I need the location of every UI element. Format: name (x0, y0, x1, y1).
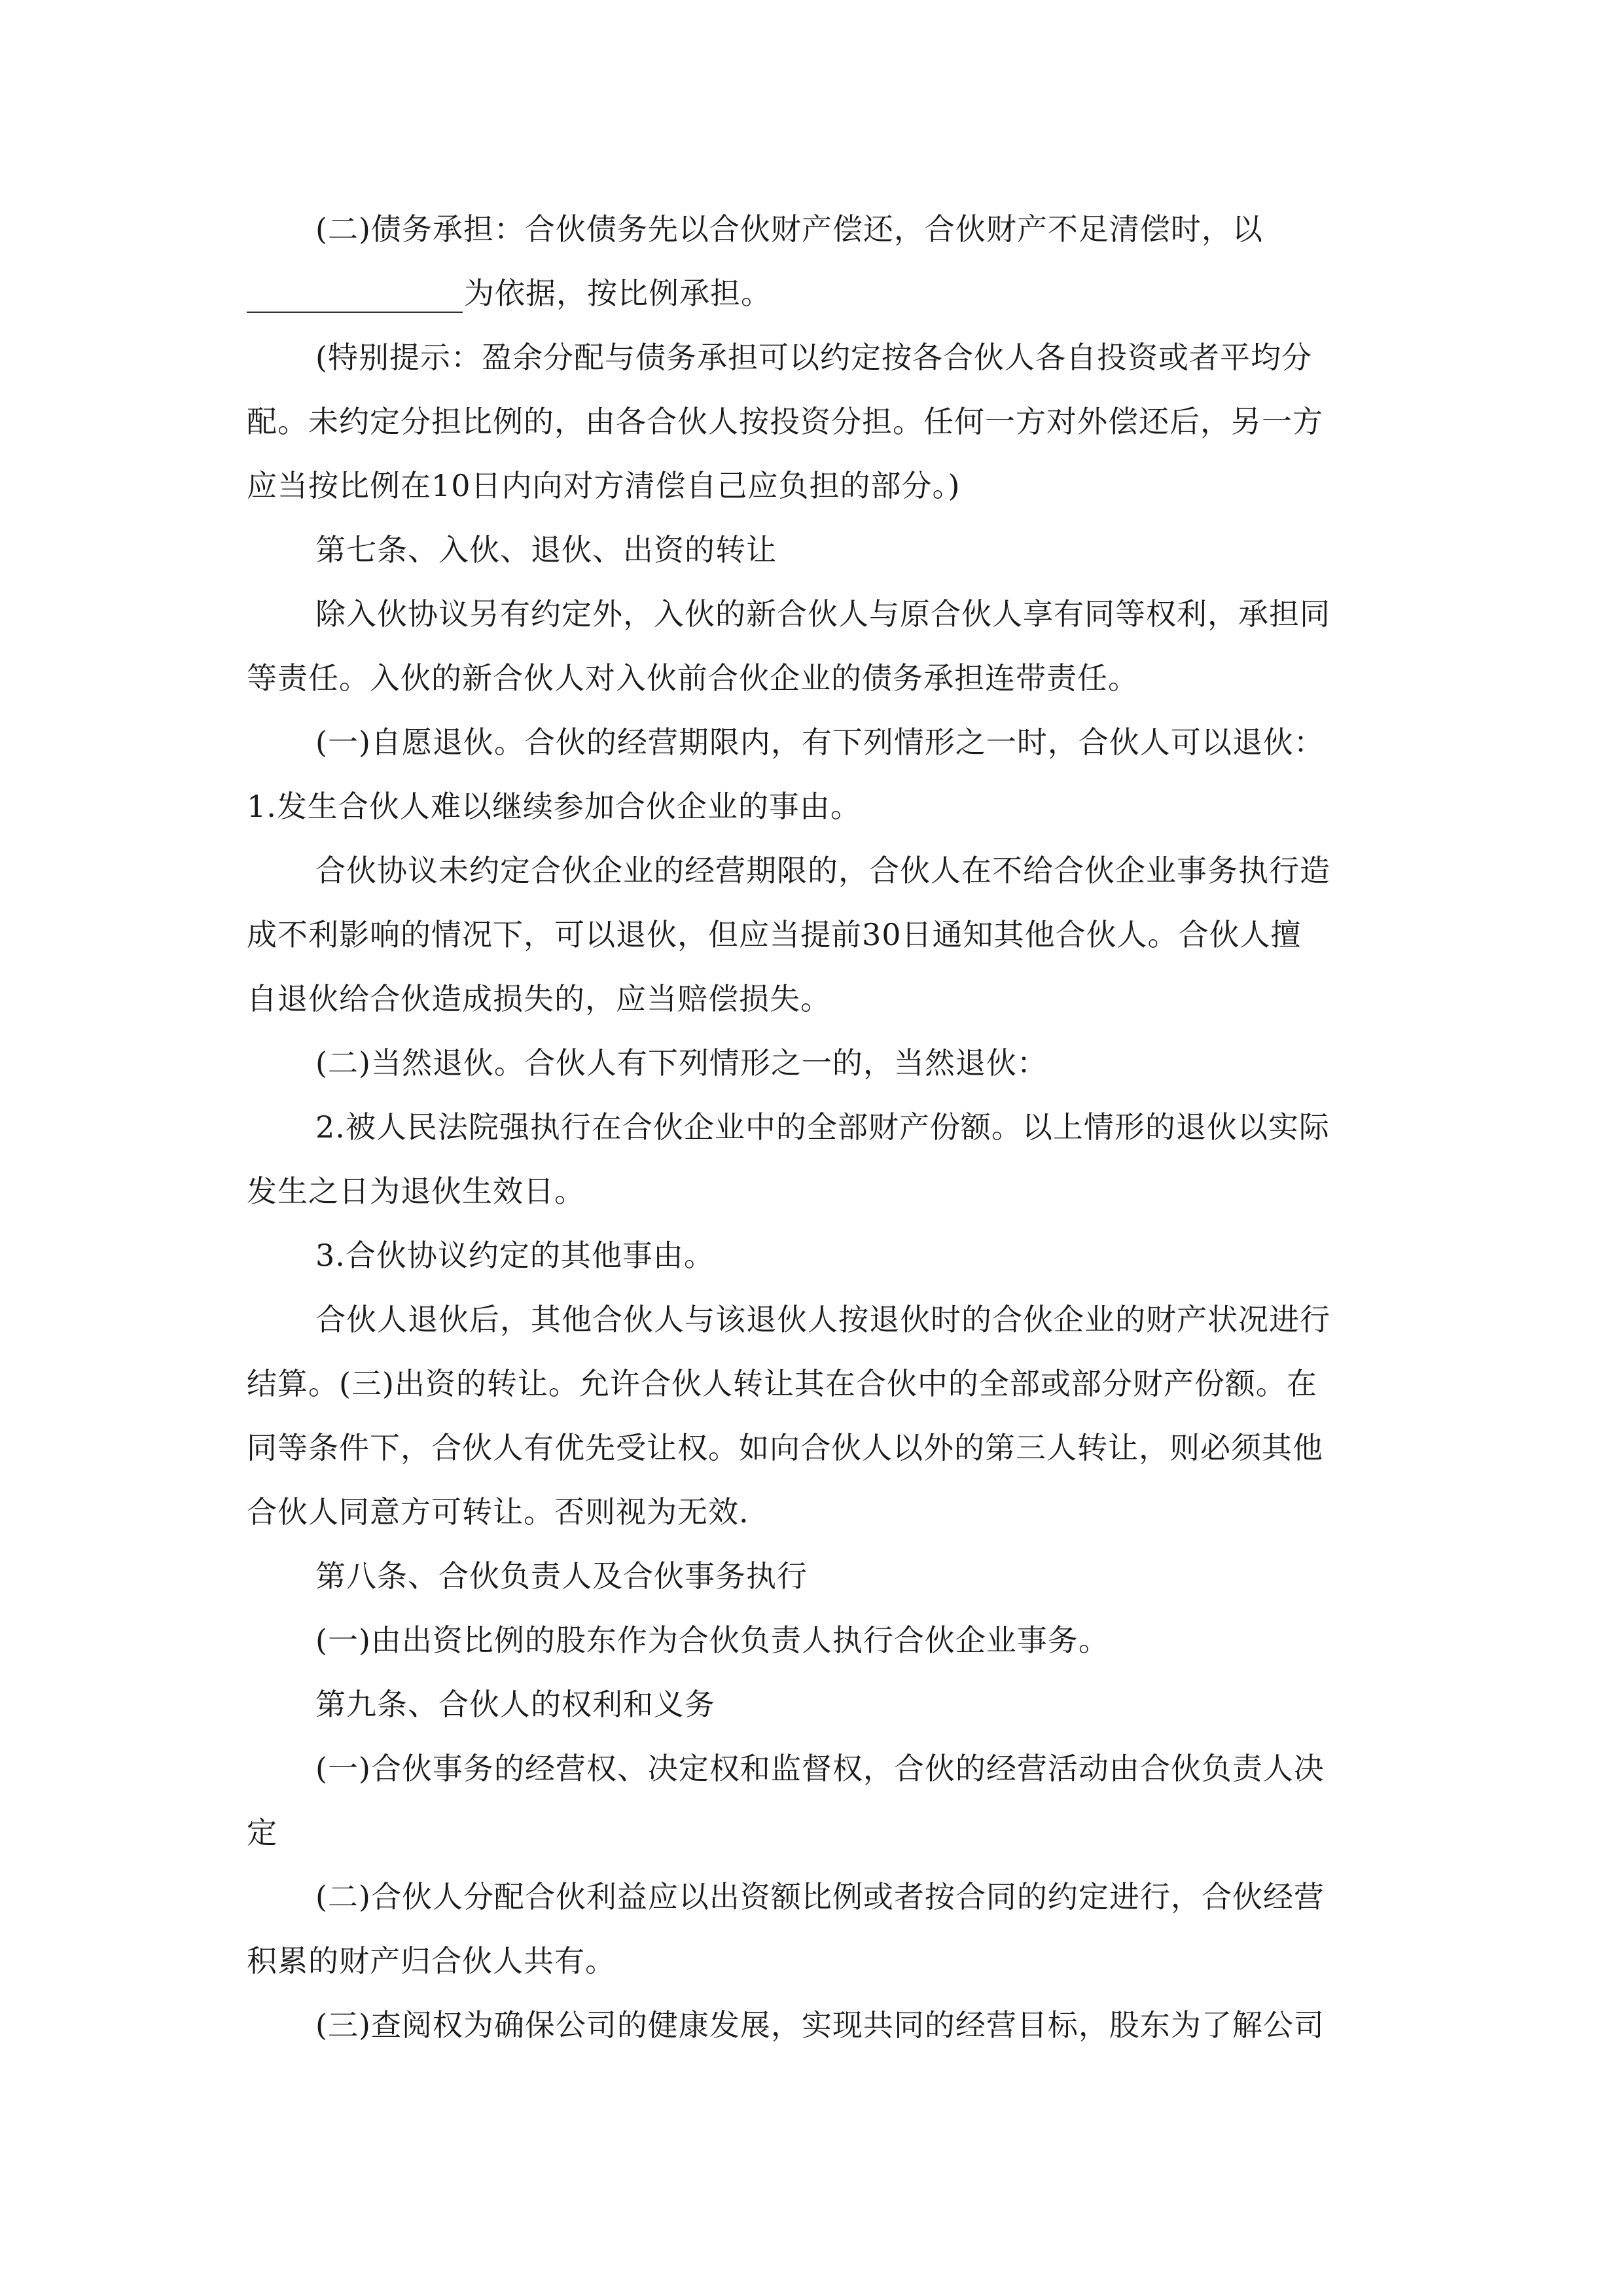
text-line: 定 (247, 1815, 277, 1850)
text-line: (三)查阅权为确保公司的健康发展，实现共同的经营目标，股东为了解公司 (315, 2007, 1325, 2043)
text-line: (特别提示：盈余分配与债务承担可以约定按各合伙人各自投资或者平均分 (315, 340, 1312, 375)
text-line: 同等条件下，合伙人有优先受让权。如向合伙人以外的第三人转让，则必须其他 (247, 1430, 1323, 1465)
text-line: 成不利影响的情况下，可以退伙，但应当提前30日通知其他合伙人。合伙人擅 (247, 917, 1302, 952)
text-line: (一)自愿退伙。合伙的经营期限内，有下列情形之一时，合伙人可以退伙： (315, 725, 1325, 760)
text-line: (一)由出资比例的股东作为合伙负责人执行合伙企业事务。 (315, 1623, 1109, 1658)
text-line: (二)当然退伙。合伙人有下列情形之一的，当然退伙： (315, 1045, 1048, 1081)
text-line: 合伙协议未约定合伙企业的经营期限的，合伙人在不给合伙企业事务执行造 (315, 853, 1330, 888)
text-line: (二)合伙人分配合伙利益应以出资额比例或者按合同的约定进行，合伙经营 (315, 1879, 1325, 1914)
text-line: 结算。(三)出资的转让。允许合伙人转让其在合伙中的全部或部分财产份额。在 (247, 1366, 1317, 1401)
text-line: 发生之日为退伙生效日。 (247, 1174, 585, 1209)
text-line: 配。未约定分担比例的，由各合伙人按投资分担。任何一方对外偿还后，另一方 (247, 404, 1323, 439)
text-line: 合伙人退伙后，其他合伙人与该退伙人按退伙时的合伙企业的财产状况进行 (315, 1302, 1330, 1337)
text-line: 除入伙协议另有约定外，入伙的新合伙人与原合伙人享有同等权利，承担同 (315, 596, 1330, 632)
text-line: 自退伙给合伙造成损失的，应当赔偿损失。 (247, 981, 831, 1016)
text-line: 应当按比例在10日内向对方清偿自己应负担的部分。) (247, 468, 961, 503)
text-line: 积累的财产归合伙人共有。 (247, 1943, 616, 1979)
text-line: 等责任。入伙的新合伙人对入伙前合伙企业的债务承担连带责任。 (247, 660, 1139, 696)
text-line: 3.合伙协议约定的其他事由。 (315, 1238, 715, 1273)
text-line: 1.发生合伙人难以继续参加合伙企业的事由。 (247, 789, 861, 824)
section-heading: 第八条、合伙负责人及合伙事务执行 (315, 1558, 808, 1594)
text-line: 合伙人同意方可转让。否则视为无效. (247, 1494, 749, 1530)
text-line: 为依据，按比例承担。 (464, 276, 772, 311)
section-heading: 第七条、入伙、退伙、出资的转让 (315, 532, 777, 567)
fill-in-blank[interactable] (247, 283, 463, 313)
text-line: 2.被人民法院强执行在合伙企业中的全部财产份额。以上情形的退伙以实际 (315, 1109, 1330, 1145)
text-line: (一)合伙事务的经营权、决定权和监督权，合伙的经营活动由合伙负责人决 (315, 1751, 1325, 1786)
text-line: (二)债务承担：合伙债务先以合伙财产偿还，合伙财产不足清偿时，以 (315, 211, 1263, 247)
section-heading: 第九条、合伙人的权利和义务 (315, 1687, 715, 1722)
text-line-with-blank (247, 274, 772, 313)
